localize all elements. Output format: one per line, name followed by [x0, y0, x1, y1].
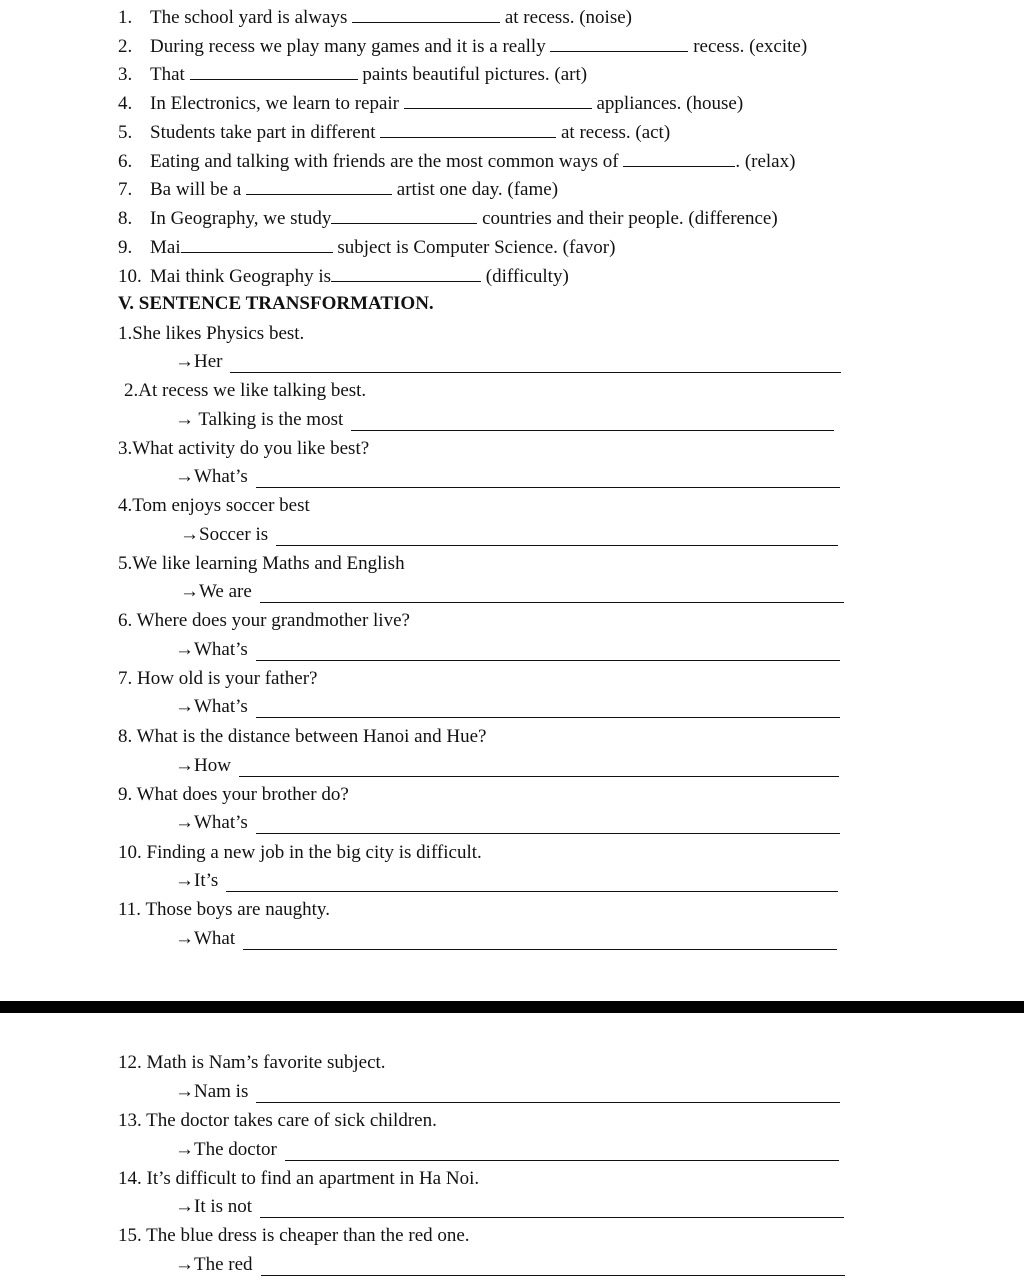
item-text-before: In Geography, we study [150, 208, 332, 229]
answer-input[interactable] [285, 1146, 839, 1161]
item-text-after: countries and their people. (difference) [482, 208, 778, 229]
item-number: 3. [118, 64, 133, 85]
answer-line [175, 409, 834, 431]
answer-line [180, 524, 838, 546]
item-text-before: That [150, 64, 185, 85]
question-text: 9. What does your brother do? [118, 784, 349, 805]
answer-line [175, 1196, 844, 1218]
answer-blank[interactable] [181, 236, 333, 253]
exercise-item [118, 207, 778, 230]
answer-prefix: →Nam is [175, 1081, 249, 1102]
answer-blank[interactable] [623, 150, 735, 167]
answer-prefix: →What [175, 928, 236, 949]
answer-line [175, 466, 840, 488]
item-text-after: at recess. (noise) [504, 7, 632, 28]
question-text: 11. Those boys are naughty. [118, 899, 330, 920]
answer-input[interactable] [260, 1203, 844, 1218]
item-text-after: recess. (excite) [693, 36, 808, 57]
answer-line [180, 581, 844, 603]
answer-input[interactable] [261, 1261, 845, 1276]
item-text-after: paints beautiful pictures. (art) [362, 64, 588, 85]
item-text-before: The school yard is always [150, 7, 348, 28]
answer-input[interactable] [260, 588, 844, 603]
item-text-after: artist one day. (fame) [396, 179, 559, 200]
answer-blank[interactable] [380, 121, 556, 138]
question-text: 4.Tom enjoys soccer best [118, 495, 310, 516]
question-text: 3.What activity do you like best? [118, 438, 370, 459]
item-number: 9. [118, 237, 133, 258]
answer-blank[interactable] [190, 63, 358, 80]
item-text-after: at recess. (act) [560, 122, 671, 143]
answer-line [175, 351, 841, 373]
question-text: 8. What is the distance between Hanoi and Hue? [118, 726, 487, 747]
answer-prefix: →What’s [175, 466, 248, 487]
exercise-item [118, 35, 807, 58]
question-text: 1.She likes Physics best. [118, 323, 305, 344]
exercise-item [118, 178, 558, 201]
answer-prefix: →What’s [175, 812, 248, 833]
question-text: 14. It’s difficult to find an apartment in Ha Noi. [118, 1168, 480, 1189]
answer-prefix: →The doctor [175, 1139, 277, 1160]
answer-line [175, 696, 840, 718]
answer-prefix: →It is not [175, 1196, 253, 1217]
exercise-item [118, 265, 569, 288]
item-text-before: Ba will be a [150, 179, 242, 200]
item-text-before: Students take part in different [150, 122, 376, 143]
exercise-item [118, 150, 795, 173]
question-text: 13. The doctor takes care of sick children. [118, 1110, 437, 1131]
item-text-after: subject is Computer Science. (favor) [337, 237, 616, 258]
item-text-before: Mai think Geography is [150, 266, 332, 287]
answer-line [175, 1081, 840, 1103]
item-number: 8. [118, 208, 133, 229]
item-text-before: During recess we play many games and it is a really [150, 36, 546, 57]
item-text-before: In Electronics, we learn to repair [150, 93, 399, 114]
answer-blank[interactable] [550, 35, 688, 52]
question-text: 15. The blue dress is cheaper than the red one. [118, 1225, 470, 1246]
answer-prefix: →Soccer is [180, 524, 269, 545]
exercise-item [118, 63, 587, 86]
question-text: 2.At recess we like talking best. [124, 380, 367, 401]
answer-input[interactable] [256, 1088, 840, 1103]
answer-input[interactable] [226, 877, 838, 892]
item-text-after: (difficulty) [485, 266, 569, 287]
question-text: 7. How old is your father? [118, 668, 318, 689]
answer-prefix: →Her [175, 351, 223, 372]
answer-input[interactable] [256, 646, 840, 661]
answer-prefix: →The red [175, 1254, 253, 1275]
section-heading: V. SENTENCE TRANSFORMATION. [118, 293, 434, 314]
item-number: 6. [118, 151, 133, 172]
answer-line [175, 755, 839, 777]
item-number: 2. [118, 36, 133, 57]
answer-input[interactable] [256, 473, 840, 488]
answer-blank[interactable] [352, 6, 500, 23]
answer-prefix: → Talking is the most [175, 409, 344, 430]
answer-line [175, 870, 838, 892]
answer-input[interactable] [243, 935, 837, 950]
question-text: 6. Where does your grandmother live? [118, 610, 410, 631]
answer-line [175, 928, 837, 950]
exercise-item [118, 236, 615, 259]
item-text-before: Eating and talking with friends are the most common ways of [150, 151, 619, 172]
answer-blank[interactable] [246, 178, 392, 195]
item-number: 1. [118, 7, 133, 28]
question-text: 12. Math is Nam’s favorite subject. [118, 1052, 386, 1073]
exercise-item [118, 121, 670, 144]
answer-input[interactable] [351, 416, 834, 431]
question-text: 10. Finding a new job in the big city is difficult. [118, 842, 482, 863]
item-text-after: appliances. (house) [596, 93, 744, 114]
answer-blank[interactable] [404, 92, 592, 109]
question-text: 5.We like learning Maths and English [118, 553, 405, 574]
item-number: 5. [118, 122, 133, 143]
page-break-divider [0, 1001, 1024, 1013]
item-text-after: . (relax) [735, 151, 796, 172]
answer-blank[interactable] [331, 265, 481, 282]
exercise-item [118, 6, 632, 29]
answer-prefix: →What’s [175, 639, 248, 660]
item-number: 4. [118, 93, 133, 114]
answer-prefix: →How [175, 755, 231, 776]
item-text-before: Mai [150, 237, 181, 258]
answer-blank[interactable] [331, 207, 477, 224]
answer-input[interactable] [256, 703, 840, 718]
answer-line [175, 639, 840, 661]
answer-line [175, 812, 840, 834]
answer-line [175, 1139, 839, 1161]
answer-prefix: →We are [180, 581, 252, 602]
exercise-item [118, 92, 743, 115]
answer-prefix: →It’s [175, 870, 219, 891]
answer-input[interactable] [239, 762, 839, 777]
answer-prefix: →What’s [175, 696, 248, 717]
answer-input[interactable] [256, 819, 840, 834]
answer-input[interactable] [276, 531, 838, 546]
item-number: 7. [118, 179, 133, 200]
answer-line [175, 1254, 845, 1276]
item-number: 10. [118, 266, 142, 287]
answer-input[interactable] [230, 358, 841, 373]
